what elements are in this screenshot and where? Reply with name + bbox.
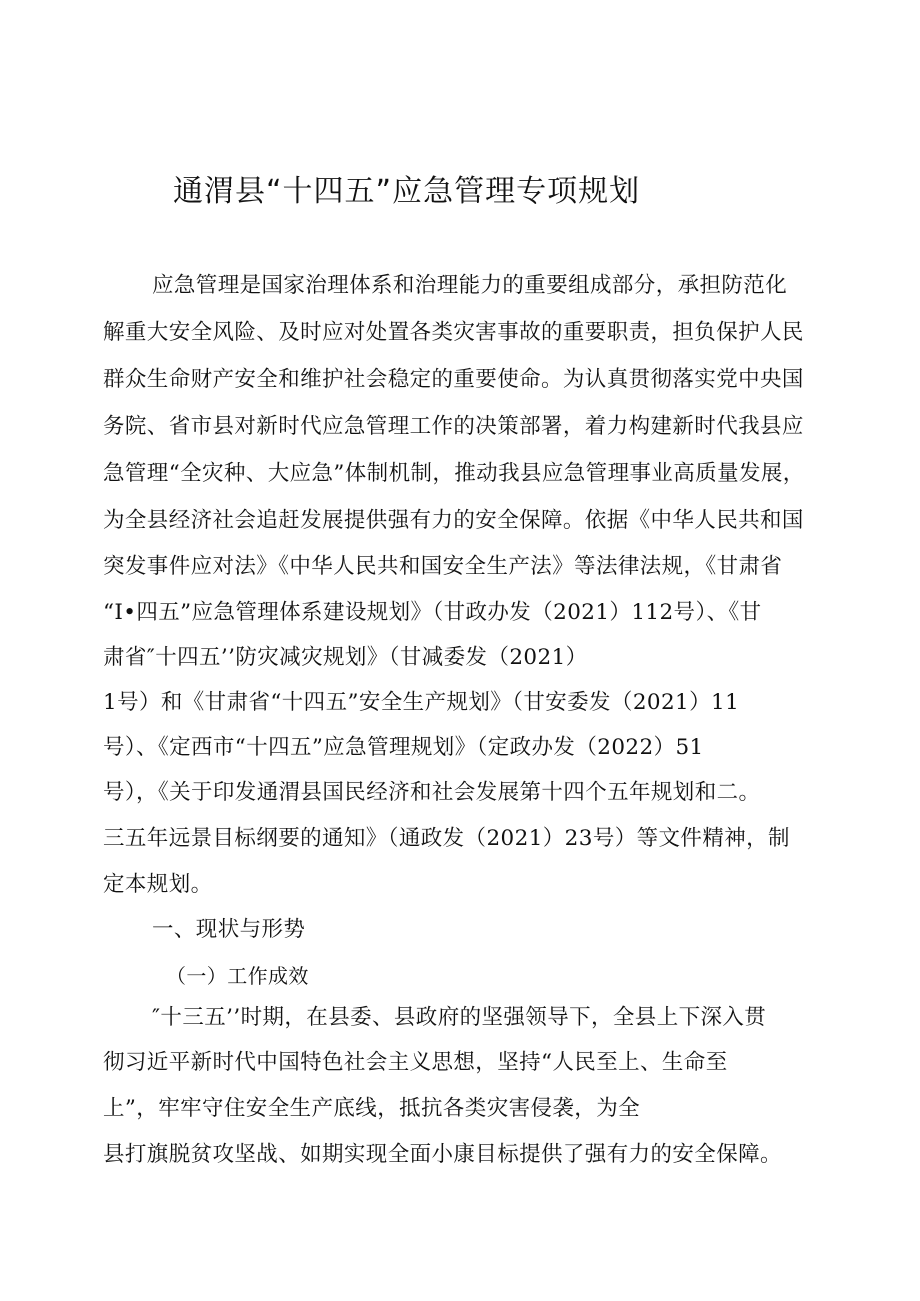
subsection-heading: （一）工作成效 [166, 964, 309, 988]
paragraph-line: 群众生命财产安全和维护社会稳定的重要使命。为认真贯彻落实党中央国 [103, 367, 804, 392]
document-title: 通渭县“十四五”应急管理专项规划 [173, 174, 641, 209]
paragraph-line: 1号）和《甘肃省“十四五”安全生产规划》（甘安委发（2021）11 [103, 690, 740, 715]
paragraph-line: 急管理“全灾种、大应急”体制机制，推动我县应急管理事业高质量发展， [103, 461, 805, 486]
paragraph-line: 应急管理是国家治理体系和治理能力的重要组成部分，承担防范化 [152, 273, 788, 298]
paragraph-line: 肃省″十四五’’防灾减灾规划》（甘减委发（2021） [103, 645, 588, 670]
paragraph-line: 解重大安全风险、及时应对处置各类灾害事故的重要职责，担负保护人民 [103, 320, 804, 345]
paragraph-line: 务院、省市县对新时代应急管理工作的决策部署，着力构建新时代我县应 [103, 414, 804, 439]
paragraph-line: 为全县经济社会追赶发展提供强有力的安全保障。依据《中华人民共和国 [103, 508, 804, 533]
paragraph-line: ″十三五’’时期，在县委、县政府的坚强领导下，全县上下深入贯 [152, 1005, 767, 1030]
paragraph-line: 三五年远景目标纲要的通知》（通政发（2021）23号）等文件精神，制 [103, 826, 790, 851]
paragraph-line: 号），《关于印发通渭县国民经济和社会发展第十四个五年规划和二。 [103, 780, 761, 805]
paragraph-line: 上”，牢牢守住安全生产底线，抵抗各类灾害侵袭，为全 [103, 1096, 640, 1121]
paragraph-line: 定本规划。 [103, 872, 213, 897]
section-heading: 一、现状与形势 [152, 917, 306, 942]
paragraph-line: 县打旗脱贫攻坚战、如期实现全面小康目标提供了强有力的安全保障。 [103, 1142, 782, 1167]
paragraph-line: 彻习近平新时代中国特色社会主义思想，坚持“人民至上、生命至 [103, 1050, 728, 1075]
paragraph-line: 突发事件应对法》《中华人民共和国安全生产法》等法律法规，《甘肃省 [103, 554, 783, 579]
paragraph-line: “I•四五”应急管理体系建设规划》（甘政办发（2021）112号）、《甘 [103, 600, 762, 625]
paragraph-line: 号）、《定西市“十四五”应急管理规划》（定政办发（2022）51 [103, 735, 704, 760]
